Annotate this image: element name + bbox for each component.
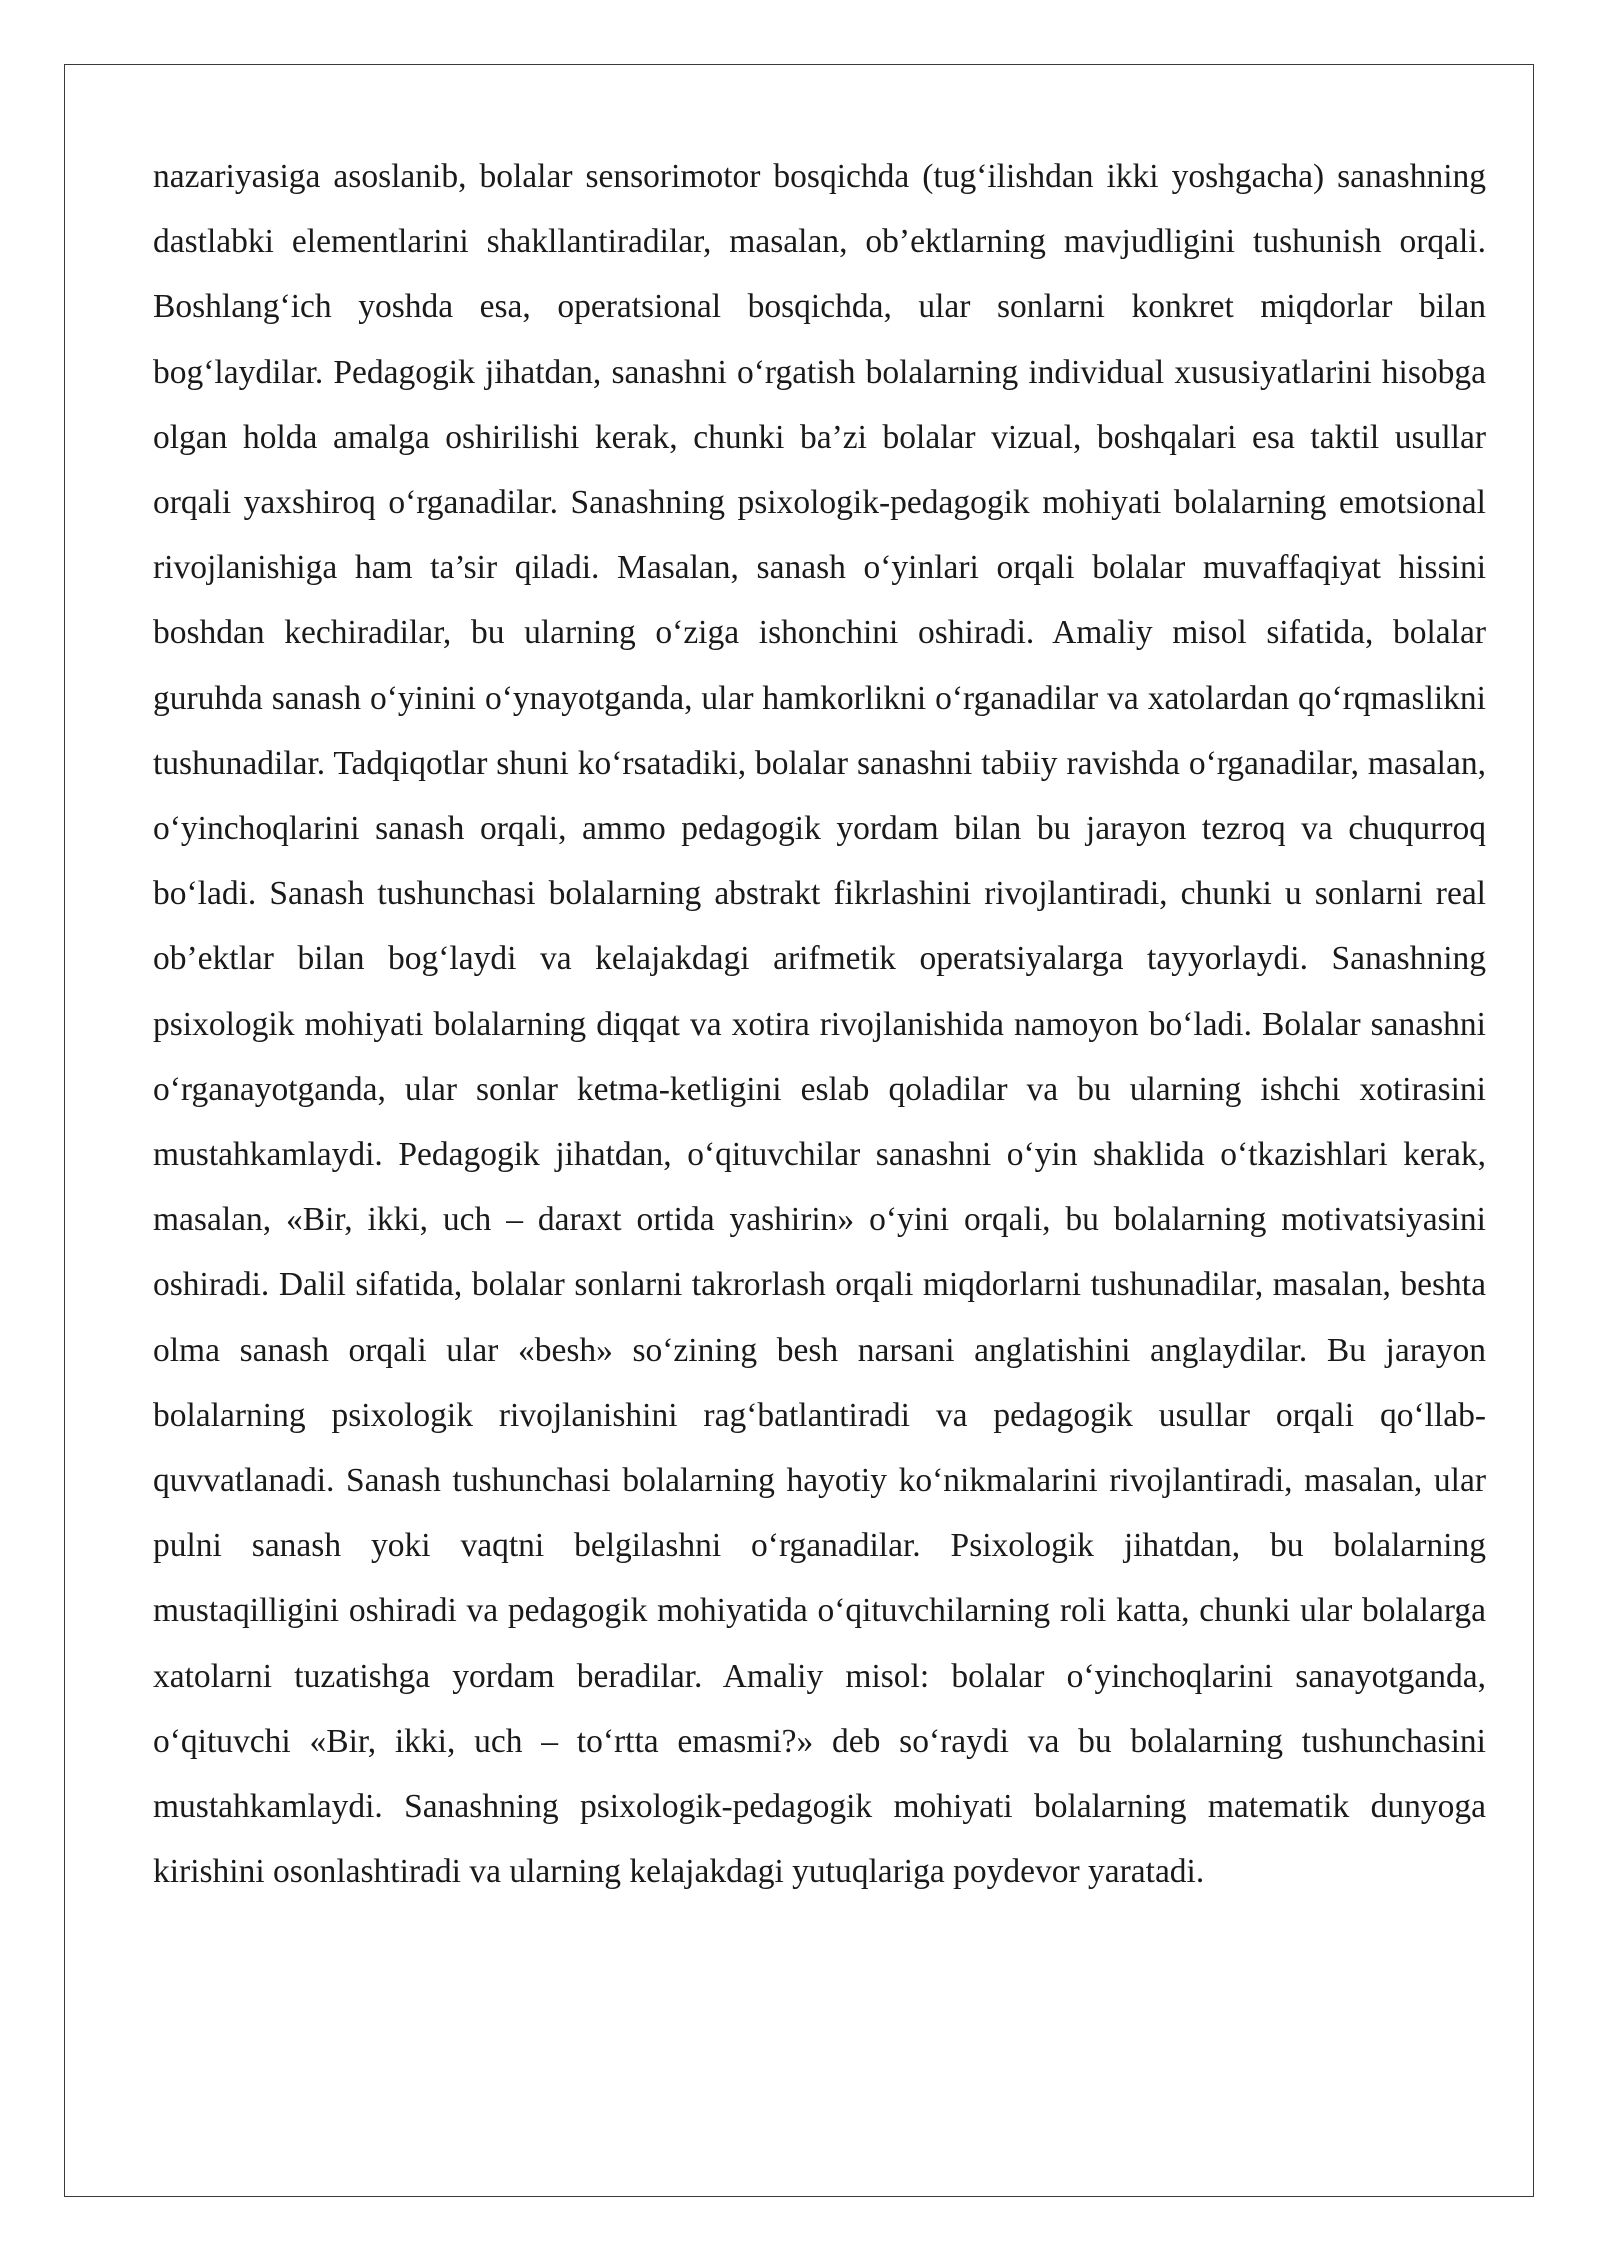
- body-paragraph: nazariyasiga asoslanib, bolalar sensorimotor bosqichda (tug‘ilishdan ikki yoshgacha) sanashning dastlabki elementlarini shakllantiradilar, masalan, ob’ektlarning mavjudligini tushunish orqali. Boshlang‘ich yoshda esa, operatsional bosqichda, ular sonlarni konkret miqdorlar bilan bog‘laydilar. Pedagogik jihatdan, sanashni o‘rgatish bolalarning individual xususiyatlarini hisobga olgan holda amalga oshirilishi kerak, chunki ba’zi bolalar vizual, boshqalari esa taktil usullar orqali yaxshiroq o‘rganadilar. Sanashning psixologik-pedagogik mohiyati bolalarning emotsional rivojlanishiga ham ta’sir qiladi. Masalan, sanash o‘yinlari orqali bolalar muvaffaqiyat hissini boshdan kechiradilar, bu ularning o‘ziga ishonchini oshiradi. Amaliy misol sifatida, bolalar guruhda sanash o‘yinini o‘ynayotganda, ular hamkorlikni o‘rganadilar va xatolardan qo‘rqmaslikni tushunadilar. Tadqiqotlar shuni ko‘rsatadiki, bolalar sanashni tabiiy ravishda o‘rganadilar, masalan, o‘yinchoqlarini sanash orqali, ammo pedagogik yordam bilan bu jarayon tezroq va chuqurroq bo‘ladi. Sanash tushunchasi bolalarning abstrakt fikrlashini rivojlantiradi, chunki u sonlarni real ob’ektlar bilan bog‘laydi va kelajakdagi arifmetik operatsiyalarga tayyorlaydi. Sanashning psixologik mohiyati bolalarning diqqat va xotira rivojlanishida namoyon bo‘ladi. Bolalar sanashni o‘rganayotganda, ular sonlar ketma-ketligini eslab qoladilar va bu ularning ishchi xotirasini mustahkamlaydi. Pedagogik jihatdan, o‘qituvchilar sanashni o‘yin shaklida o‘tkazishlari kerak, masalan, «Bir, ikki, uch – daraxt ortida yashirin» o‘yini orqali, bu bolalarning motivatsiyasini oshiradi. Dalil sifatida, bolalar sonlarni takrorlash orqali miqdorlarni tushunadilar, masalan, beshta olma sanash orqali ular «besh» so‘zining besh narsani anglatishini anglaydilar. Bu jarayon bolalarning psixologik rivojlanishini rag‘batlantiradi va pedagogik usullar orqali qo‘llab-quvvatlanadi. Sanash tushunchasi bolalarning hayotiy ko‘nikmalarini rivojlantiradi, masalan, ular pulni sanash yoki vaqtni belgilashni o‘rganadilar. Psixologik jihatdan, bu bolalarning mustaqilligini oshiradi va pedagogik mohiyatida o‘qituvchilarning roli katta, chunki ular bolalarga xatolarni tuzatishga yordam beradilar. Amaliy misol: bolalar o‘yinchoqlarini sanayotganda, o‘qituvchi «Bir, ikki, uch – to‘rtta emasmi?» deb so‘raydi va bu bolalarning tushunchasini mustahkamlaydi. Sanashning psixologik-pedagogik mohiyati bolalarning matematik dunyoga kirishini osonlashtiradi va ularning kelajakdagi yutuqlariga poydevor yaratadi.: [153, 158, 1486, 1891]
